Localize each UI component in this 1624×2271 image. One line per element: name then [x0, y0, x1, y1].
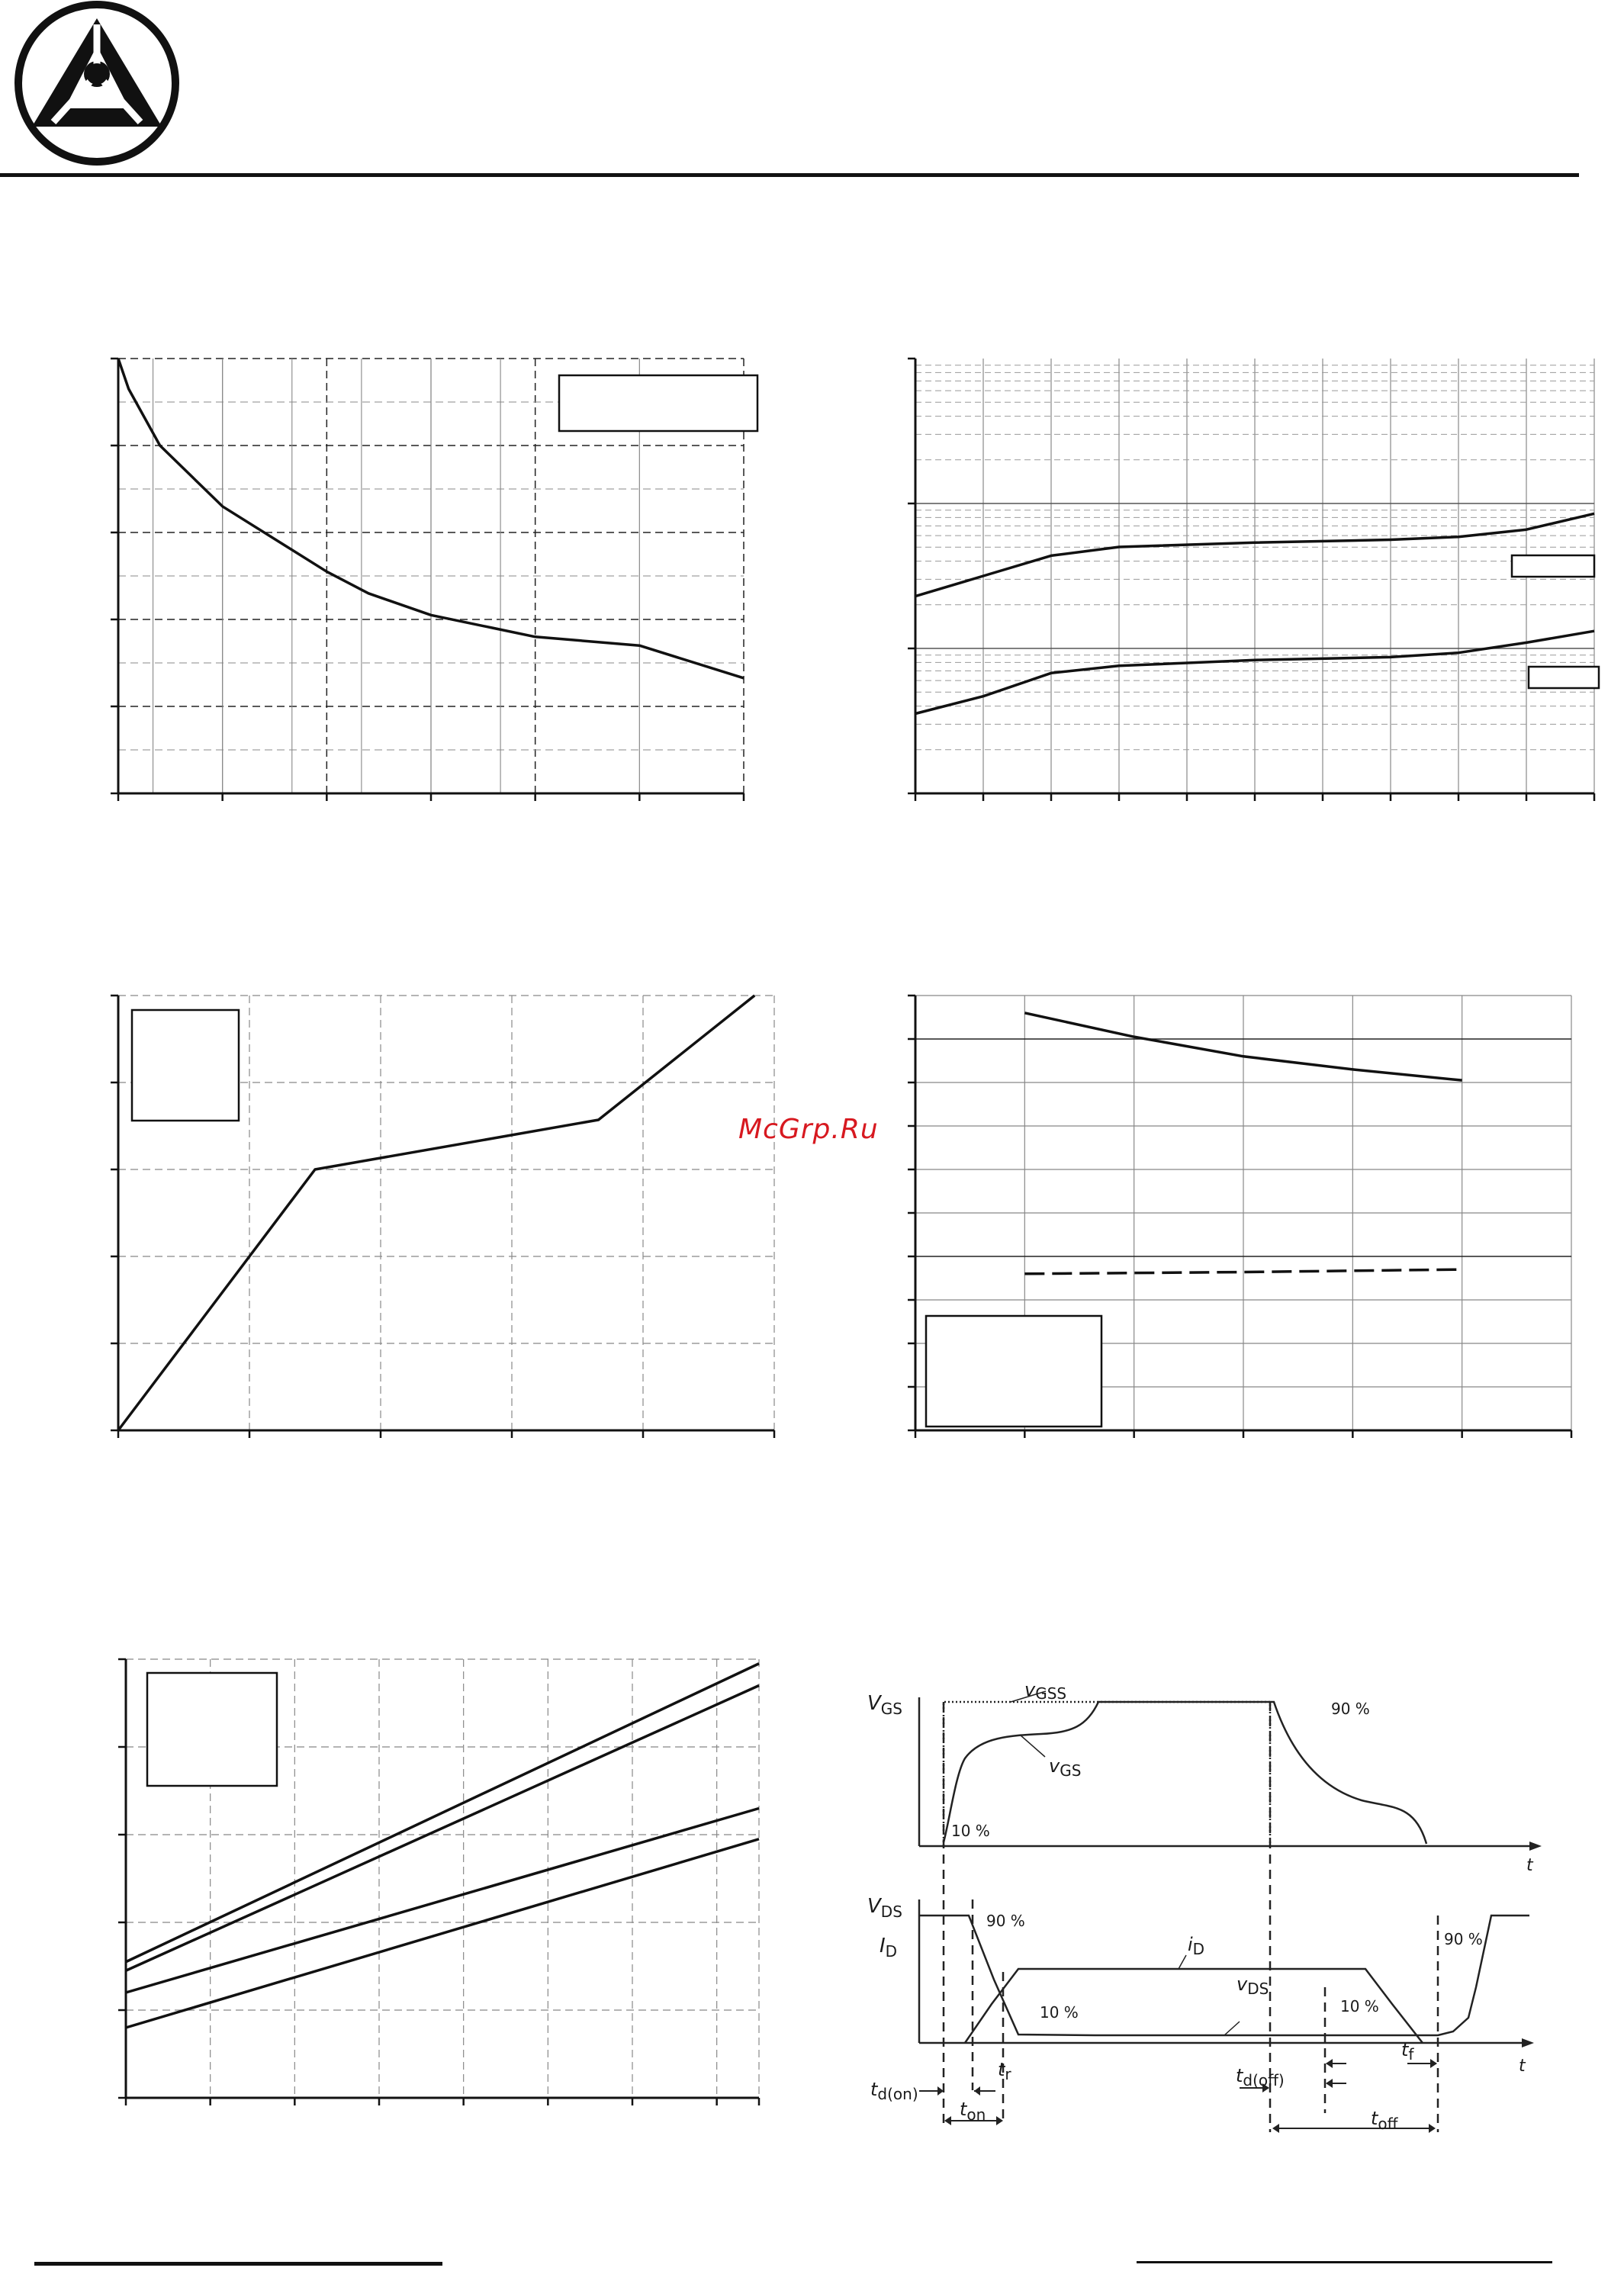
- chart-3-legend-box: [132, 1010, 239, 1121]
- vgs-curve-sub: GS: [1060, 1761, 1082, 1780]
- chart-5-series-4-line: [126, 1839, 759, 2028]
- vgs-label: V: [867, 1692, 881, 1715]
- chart-4-plot: [908, 988, 1579, 1438]
- pct10-lower-left: 10 %: [1040, 2003, 1079, 2022]
- t-axis-lower: t: [1519, 2057, 1526, 2076]
- chart-3-plot: [111, 988, 782, 1438]
- tdon-sub: d(on): [877, 2085, 918, 2103]
- pct90-lower-left: 90 %: [986, 1912, 1025, 1930]
- watermark-text: McGrp.Ru: [738, 1114, 879, 1145]
- vds-label: V: [867, 1895, 881, 1918]
- toff-label: t: [1371, 2108, 1378, 2129]
- ton-sub: on: [966, 2105, 986, 2124]
- tf-label: t: [1401, 2039, 1409, 2060]
- toff-sub: off: [1378, 2115, 1398, 2133]
- chart-2-label-box-2: [1529, 667, 1599, 688]
- chart-2-plot: [908, 351, 1610, 801]
- vgs-curve-label: v: [1049, 1755, 1060, 1777]
- svg-text:td(on): [870, 2079, 918, 2103]
- pct90-lower-right: 90 %: [1444, 1930, 1483, 1948]
- tr-label: t: [998, 2059, 1005, 2080]
- vgss-label: v: [1024, 1679, 1036, 1700]
- tf-sub: f: [1408, 2045, 1414, 2064]
- svg-text:ID: [880, 1935, 897, 1961]
- svg-text:tr: [998, 2059, 1011, 2083]
- chart-1-legend-box: [559, 375, 757, 431]
- chart-4-legend-box: [926, 1316, 1101, 1427]
- vds-sub: DS: [880, 1903, 902, 1921]
- svg-text:vGS: [1049, 1755, 1081, 1780]
- pct90-upper: 90 %: [1331, 1700, 1370, 1718]
- pct10-lower-right: 10 %: [1340, 1997, 1379, 2015]
- svg-text:td(off): [1236, 2065, 1285, 2089]
- svg-text:toff: [1371, 2108, 1399, 2133]
- vgss-sub: GSS: [1035, 1684, 1067, 1703]
- svg-text:vGSS: [1024, 1679, 1066, 1703]
- svg-text:VGS: [867, 1692, 902, 1718]
- triangle-emblem-logo: [8, 2, 191, 169]
- id-sub: D: [885, 1942, 898, 1961]
- header-rule: [0, 173, 1579, 177]
- ton-label: t: [960, 2099, 967, 2120]
- vds-curve-label: v: [1236, 1973, 1248, 1995]
- chart-5-plot: [118, 1652, 774, 2102]
- vgs-sub: GS: [880, 1700, 902, 1718]
- svg-text:VDS: [867, 1895, 902, 1921]
- vds-curve-sub: DS: [1247, 1980, 1269, 1998]
- chart-2-label-box-1: [1512, 555, 1594, 577]
- tr-sub: r: [1005, 2065, 1011, 2083]
- id-curve-sub: D: [1192, 1940, 1205, 1958]
- id-label: I: [880, 1935, 886, 1957]
- t-axis-upper: t: [1526, 1856, 1533, 1875]
- chart-5-series-3-line: [126, 1809, 759, 1993]
- svg-text:iD: [1188, 1934, 1204, 1958]
- chart-5-legend-box: [147, 1673, 277, 1786]
- tdoff-sub: d(off): [1243, 2071, 1285, 2089]
- tdoff-label: t: [1236, 2065, 1243, 2086]
- footer-rule-right: [1137, 2261, 1552, 2263]
- tdon-label: t: [870, 2079, 878, 2100]
- id-curve-label: i: [1188, 1934, 1193, 1955]
- chart-1-plot: [111, 351, 759, 801]
- svg-text:vDS: [1236, 1973, 1269, 1998]
- pct10-upper: 10 %: [951, 1822, 990, 1840]
- footer-rule-left: [34, 2262, 442, 2266]
- switching-timing-diagram: [858, 1667, 1560, 2170]
